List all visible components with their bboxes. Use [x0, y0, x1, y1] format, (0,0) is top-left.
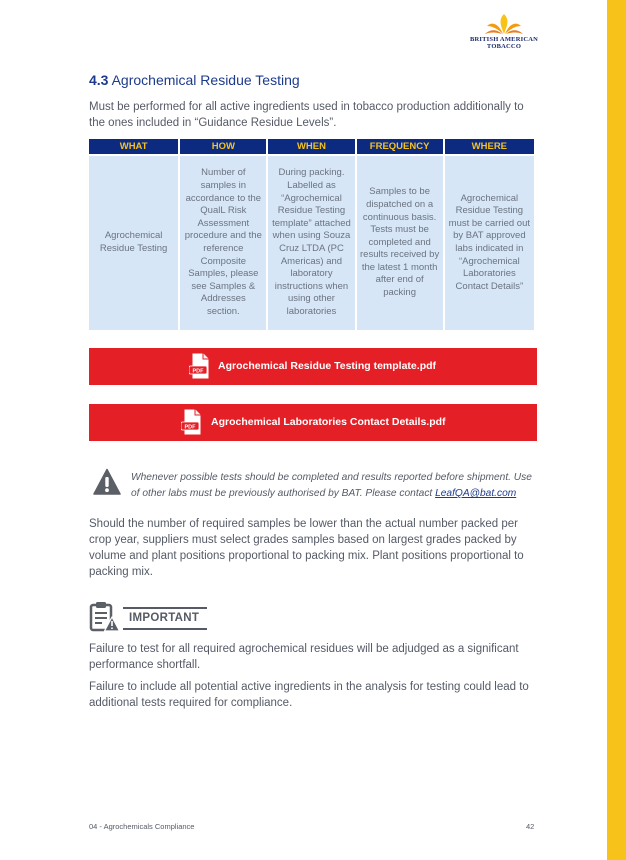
svg-text:PDF: PDF [192, 368, 204, 375]
pdf-link-label[interactable]: Agrochemical Laboratories Contact Details.pdf [211, 416, 446, 428]
section-title-text: Agrochemical Residue Testing [111, 72, 300, 88]
cell-what: Agrochemical Residue Testing [89, 156, 178, 330]
warning-text: Whenever possible tests should be completed and results reported before shipment. Use of other labs must be previously authorised by BAT. Please contact [131, 472, 532, 499]
footer-page-number: 42 [526, 822, 535, 831]
residue-testing-table [87, 139, 536, 330]
footer-chapter: 04 - Agrochemicals Compliance [89, 822, 195, 831]
header-where: WHERE [445, 139, 534, 156]
pdf-link-residue-template[interactable] [89, 348, 537, 385]
cell-when: During packing. Labelled as “Agrochemical Residue Testing template” attached when using Souza Cruz LTDA (PC Americas) and laboratory instructions when using other laboratories [268, 156, 354, 330]
cell-where: Agrochemical Residue Testing must be carried out by BAT approved labs indicated in “Agrochemical Laboratories Contact Details” [445, 156, 534, 330]
important-heading-text: IMPORTANT [129, 612, 200, 624]
bat-logo [468, 12, 540, 50]
accent-side-bar [607, 0, 626, 860]
svg-text:PDF: PDF [184, 424, 196, 431]
intro-paragraph: Must be performed for all active ingredients used in tobacco production additionally to the ones included in “Guidance Residue Levels”. [89, 101, 524, 129]
important-paragraph-1: Failure to test for all required agrochemical residues will be adjudged as a significant performance shortfall. [89, 643, 519, 671]
section-title [89, 72, 300, 88]
clipboard-warning-icon [88, 600, 120, 632]
email-link[interactable]: LeafQA@bat.com [435, 488, 517, 499]
header-when: WHEN [268, 139, 354, 156]
table-row [89, 156, 534, 330]
section-number: 4.3 [89, 72, 109, 88]
table-header-row [89, 139, 534, 156]
pdf-link-lab-contacts[interactable] [89, 404, 537, 441]
header-frequency: FREQUENCY [357, 139, 443, 156]
logo-line-2: TOBACCO [486, 43, 522, 50]
header-how: HOW [180, 139, 266, 156]
pdf-file-icon [181, 408, 203, 436]
warning-icon [93, 468, 121, 496]
logo-line-1: BRITISH AMERICAN [469, 36, 539, 43]
pdf-link-label[interactable]: Agrochemical Residue Testing template.pdf [218, 360, 437, 372]
pdf-file-icon [189, 352, 211, 380]
samples-paragraph: Should the number of required samples be lower than the actual number packed per crop year, suppliers must select grades samples based on largest grades packed by volume and plant positions proportional to packing mix. Plant positions proportional to packing mix. [89, 518, 524, 578]
warning-note [131, 470, 536, 502]
cell-frequency: Samples to be dispatched on a continuous basis. Tests must be completed and results received by the latest 1 month after end of packing [357, 156, 443, 330]
header-what: WHAT [89, 139, 178, 156]
bat-leaf-logo-icon [484, 12, 524, 36]
important-heading [123, 607, 207, 630]
cell-how: Number of samples in accordance to the QualL Risk Assessment procedure and the reference Composite Samples, please see Samples & Addresses section. [180, 156, 266, 330]
important-paragraph-2: Failure to include all potential active ingredients in the analysis for testing could lead to additional tests required for compliance. [89, 681, 529, 709]
